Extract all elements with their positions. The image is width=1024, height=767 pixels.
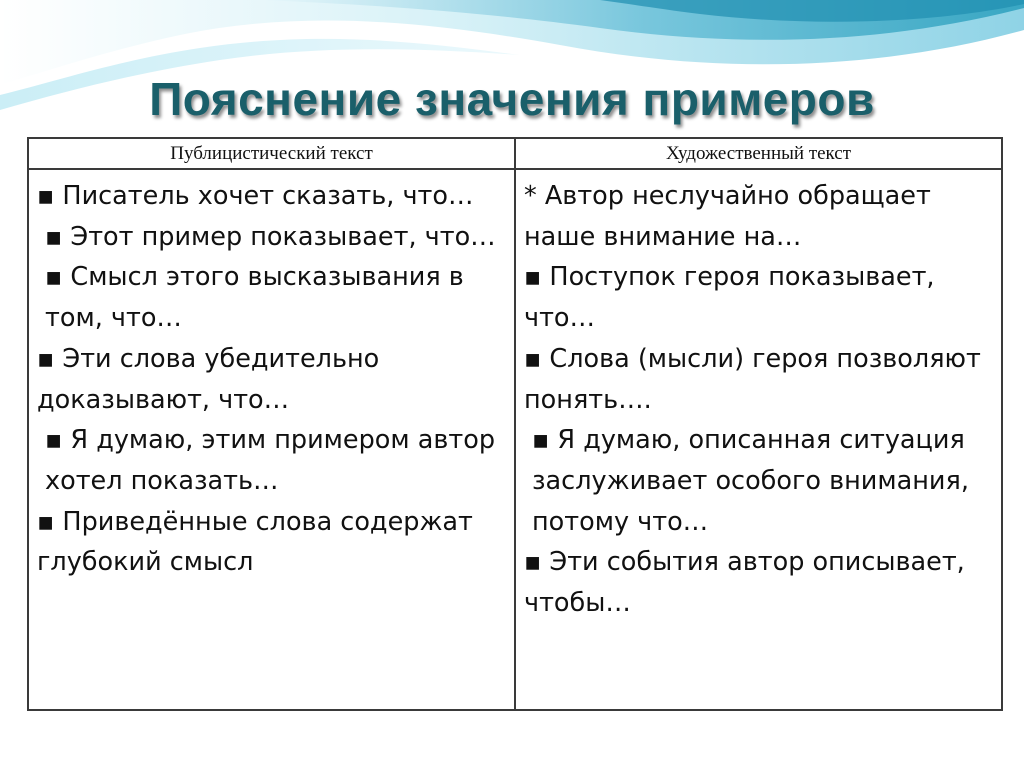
table-header-row [28, 138, 1002, 169]
list-item: ▪ Эти слова убедительно доказывают, что… [37, 343, 380, 415]
list-item: ▪ Слова (мысли) героя позволяют понять…. [524, 343, 981, 415]
list-item: * Автор неслучайно обращает наше внимание на… [524, 181, 931, 252]
header-artistic-text: Художественный текст [515, 138, 1002, 169]
table-body-row [28, 169, 1002, 710]
publicistic-phrases-cell [28, 169, 515, 710]
list-item: ▪ Этот пример показывает, что… [45, 221, 496, 252]
list-item: ▪ Писатель хочет сказать, что… [37, 181, 474, 211]
header-publicistic-text: Публицистический текст [28, 138, 515, 169]
list-item: ▪ Поступок героя показывает, что… [524, 262, 935, 334]
list-item: ▪ Приведённые слова содержат глубокий смысл [37, 506, 473, 578]
artistic-phrases-cell [515, 169, 1002, 710]
list-item: ▪ Я думаю, описанная ситуация заслуживает особого внимания, потому что… [532, 425, 969, 537]
list-item: ▪ Я думаю, этим примером автор хотел показать… [45, 425, 496, 496]
list-item: ▪ Смысл этого высказывания в том, что… [45, 262, 464, 334]
comparison-table [27, 137, 1003, 711]
slide-title: Пояснение значения примеров [149, 73, 875, 125]
list-item: ▪ Эти события автор описывает, чтобы… [524, 547, 965, 619]
